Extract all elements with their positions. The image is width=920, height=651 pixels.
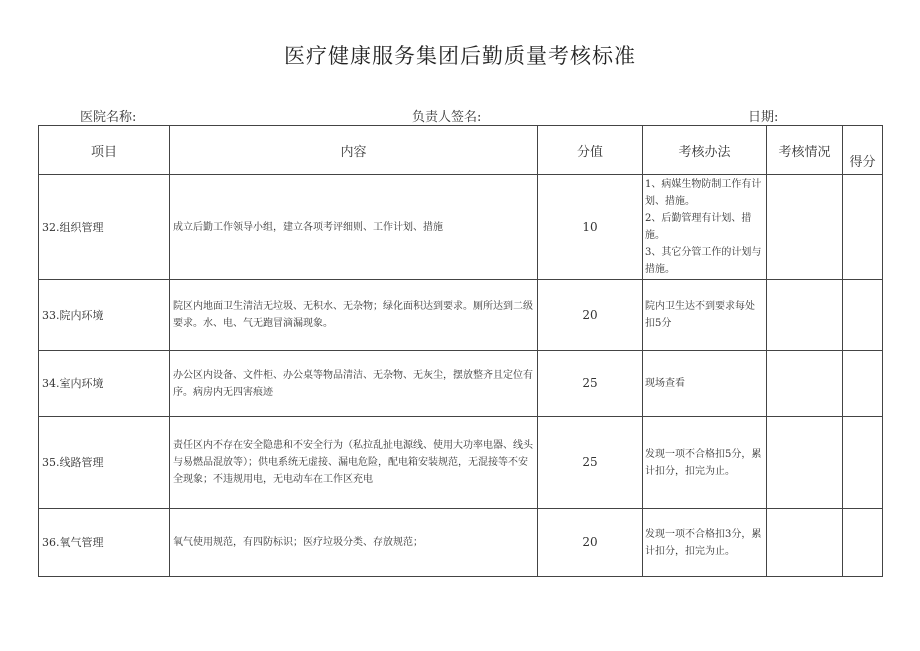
row-content: 办公区内设备、文件柜、办公桌等物品清洁、无杂物、无灰尘，摆放整齐且定位有序。病房内无四害痕迹 [170,351,538,417]
row-content: 院区内地面卫生清洁无垃圾、无积水、无杂物；绿化面积达到要求。厕所达到二级要求。水、电、气无跑冒滴漏现象。 [170,280,538,351]
table-row [39,417,883,509]
row-points: 20 [538,280,643,351]
row-method [643,351,767,417]
row-status-cell[interactable] [767,175,843,280]
date-label: 日期: [748,110,779,125]
row-content: 氧气使用规范，有四防标识；医疗垃圾分类、存放规范； [170,509,538,577]
row-method [643,175,767,280]
row-points: 25 [538,417,643,509]
header-row [39,126,883,175]
table-row [39,175,883,280]
col-header-points: 分值 [538,126,643,175]
row-method [643,509,767,577]
row-score-cell[interactable] [843,509,883,577]
col-header-item: 项目 [39,126,170,175]
col-header-score: 得分 [843,126,883,175]
assessment-table [38,125,883,577]
row-method [643,417,767,509]
table-row [39,280,883,351]
table-row [39,351,883,417]
row-points: 20 [538,509,643,577]
table-row [39,509,883,577]
row-method [643,280,767,351]
method-line: 3、其它分管工作的计划与措施。 [645,247,762,275]
row-content: 责任区内不存在安全隐患和不安全行为（私拉乱扯电源线、使用大功率电器、线头与易燃品混放等）；供电系统无虚接、漏电危险，配电箱安装规范，无混接等不安全现象；不违规用电，无电动车在工作区充电 [170,417,538,509]
method-line: 1、病媒生物防制工作有计划、措施。 [645,179,762,207]
method-line: 现场查看 [645,378,685,389]
row-content: 成立后勤工作领导小组，建立各项考评细则、工作计划、措施 [170,175,538,280]
row-status-cell[interactable] [767,280,843,351]
row-score-cell[interactable] [843,417,883,509]
col-header-status: 考核情况 [767,126,843,175]
row-points: 10 [538,175,643,280]
row-score-cell[interactable] [843,175,883,280]
method-line: 院内卫生达不到要求每处扣5分 [645,301,755,329]
row-status-cell[interactable] [767,509,843,577]
method-line: 发现一项不合格扣5分，累计扣分，扣完为止。 [645,448,762,477]
method-line: 发现一项不合格扣3分，累计扣分，扣完为止。 [645,528,762,557]
row-item: 32.组织管理 [39,175,170,280]
col-header-method: 考核办法 [643,126,767,175]
row-score-cell[interactable] [843,280,883,351]
row-item: 35.线路管理 [39,417,170,509]
row-points: 25 [538,351,643,417]
row-status-cell[interactable] [767,417,843,509]
row-item: 36.氧气管理 [39,509,170,577]
row-item: 34.室内环境 [39,351,170,417]
row-score-cell[interactable] [843,351,883,417]
row-status-cell[interactable] [767,351,843,417]
page-title: 医疗健康服务集团后勤质量考核标准 [284,44,636,68]
row-item: 33.院内环境 [39,280,170,351]
col-header-content: 内容 [170,126,538,175]
hospital-name-label: 医院名称: [80,110,137,125]
method-line: 2、后勤管理有计划、措施。 [645,213,752,241]
signer-label: 负责人签名: [412,110,482,125]
